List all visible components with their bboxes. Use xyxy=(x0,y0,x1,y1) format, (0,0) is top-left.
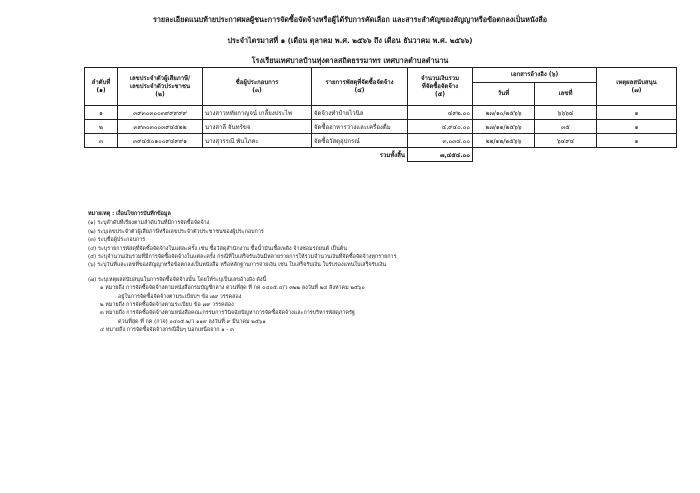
note-item-7: (๗) ระบุเหตุผลสนับสนุนในการจัดซื้อจัดจ้างนั้น โดยให้ระบุเป็นเลขอ้างอิง ดังนี้ xyxy=(88,276,267,283)
cell-seq: ๒ xyxy=(85,120,118,134)
header-taxid xyxy=(118,68,203,106)
note-sub-item: ด่วนที่สุด ที่ กค (กวจ) ๐๔๐๕.๒/ว ๑๑๙ ลงวันที่ ๙ มีนาคม ๒๕๖๑ xyxy=(118,318,266,325)
cell-amount: ๔๙๒.๐๐ xyxy=(408,106,473,120)
report-period: ประจำไตรมาสที่ ๑ (เดือน ตุลาคม พ.ศ. ๒๕๖๖ ถึง เดือน ธันวาคม พ.ศ. ๒๕๖๖) xyxy=(227,36,473,45)
cell-date: ๒๗/๑๐/๒๕๖๖ xyxy=(473,106,535,120)
note-sub-item: ๓ หมายถึง การจัดซื้อจัดจ้างตามหนังสือคณะกรรมการวินิจฉัยปัญหาการจัดซื้อจัดจ้างและการบริหารพัสดุภาครัฐ xyxy=(100,310,355,317)
header-reason xyxy=(597,68,677,106)
header-reference: เอกสารอ้างอิง (๖) xyxy=(473,68,597,83)
cell-item: จัดจ้างทำป้ายไวนิล xyxy=(312,106,408,120)
header-item xyxy=(312,68,408,106)
table-row xyxy=(85,120,677,134)
total-spacer xyxy=(85,148,312,162)
header-seq xyxy=(85,68,118,106)
notes-section xyxy=(88,210,678,335)
cell-taxid: ๓๙๓๐๓๐๐๓๙๙๙๙๙ xyxy=(118,106,203,120)
cell-seq: ๓ xyxy=(85,134,118,148)
cell-docno: ๓๕ xyxy=(535,120,597,134)
note-item: (๖) ระบุวันที่และเลขที่ของสัญญาหรือข้อตกลงเป็นหนังสือ หรือหลักฐานการจ่ายเงิน เช่น ใบเสร็จรับเงิน ใบรับรองแทนใบเสร็จรับเงิน xyxy=(88,262,387,269)
cell-name: นางสาลี จันทร์ขจ xyxy=(203,120,312,134)
report-organization: โรงเรียนเทศบาลบ้านทุ่งตาลสถิตธรรมาทร เทศบาลตำบลตำนาน xyxy=(251,56,449,65)
header-item-label: รายการพัสดุที่จัดซื้อจัดจ้าง xyxy=(325,78,394,86)
cell-taxid: ๓๙๓๐๓๐๐๓๙๔๕๒๒ xyxy=(118,120,203,134)
cell-taxid: ๓๙๔๕๐๑๐๐๙๔๙๙๑ xyxy=(118,134,203,148)
procurement-table xyxy=(84,67,677,162)
header-name-label: ชื่อผู้ประกอบการ xyxy=(235,78,279,86)
note-sub-item: ๔ หมายถึง การจัดซื้อจัดจ้างกรณีอื่นๆ นอกเหนือจาก ๑ - ๓ xyxy=(100,327,234,334)
header-seq-label: ลำดับที่ xyxy=(91,78,111,86)
cell-date: ๒๒/๑๒/๒๕๖๖ xyxy=(473,134,535,148)
report-title: รายละเอียดแนบท้ายประกาศผลผู้ชนะการจัดซื้อจัดจ้างหรือผู้ได้รับการคัดเลือก และสาระสำคัญของสัญญาหรือข้อตกลงเป็นหนังสือ xyxy=(152,15,548,24)
header-name-number: (๓) xyxy=(252,86,262,94)
header-seq-number: (๑) xyxy=(96,86,106,94)
note-item: (๕) ระบุจำนวนเงินรวมที่มีการจัดซื้อจัดจ้างในแต่ละครั้ง กรณีที่ใบเสร็จรับเงินมีหลายรายการให้รวมจำนวนเงินที่จัดซื้อจัดจ้างทุกรายการ xyxy=(88,254,397,261)
cell-item: จัดซื้ออาหารว่างและเครื่องดื่ม xyxy=(312,120,408,134)
total-value: ๗,๔๕๔.๐๐ xyxy=(408,148,473,162)
cell-seq: ๑ xyxy=(85,106,118,120)
cell-name: นางสุวรรณี พันโภคะ xyxy=(203,134,312,148)
note-sub-item: อยู่ในการจัดซื้อจัดจ้างตามระเบียบฯ ข้อ ๗๙ วรรคสอง xyxy=(118,293,242,300)
header-docno: เลขที่ xyxy=(535,83,597,106)
cell-reason: ๑ xyxy=(597,134,677,148)
note-sub-item: ๒ หมายถึง การจัดซื้อจัดจ้างตามระเบียบ ข้อ ๗๙ วรรคสอง xyxy=(100,302,234,309)
cell-item: จัดซื้อวัสดุอุปกรณ์ xyxy=(312,134,408,148)
header-amount-number: (๕) xyxy=(434,90,446,98)
header-taxid-label: เลขประจำตัวผู้เสียภาษี/ เลขประจำตัวประชาชน xyxy=(129,74,191,90)
cell-reason: ๑ xyxy=(597,120,677,134)
header-amount xyxy=(408,68,473,106)
note-sub-item: ๑ หมายถึง การจัดซื้อจัดจ้างตามหนังสือกรมบัญชีกลาง ด่วนที่สุด ที่ กค ๐๔๐๕.๔/ว ๓๒๒ ลงวันที่ ๒๔ สิงหาคม ๒๕๖๐ xyxy=(100,285,365,292)
cell-name: นางสาวหทัยกาญจน์ เกลี้ยงประไพ xyxy=(203,106,312,120)
table-row xyxy=(85,106,677,120)
note-item: (๔) ระบุรายการพัสดุที่จัดซื้อจัดจ้างในแต่ละครั้ง เช่น ซื้อวัสดุสำนักงาน ซื้อน้ำมันเชื้อเพลิง จ้างซ่อมรถยนต์ เป็นต้น xyxy=(88,245,347,252)
header-date: วันที่ xyxy=(473,83,535,106)
header-reason-number: (๗) xyxy=(631,86,642,94)
notes-heading: หมายเหตุ : เงื่อนไขการบันทึกข้อมูล xyxy=(88,211,171,217)
note-item: (๑) ระบุลำดับที่เรียงตามลำดับวันที่มีการจัดซื้อจัดจ้าง xyxy=(88,220,210,227)
total-row xyxy=(85,148,677,162)
cell-amount: ๓,๐๓๔.๐๐ xyxy=(408,134,473,148)
note-item: (๓) ระบุชื่อผู้ประกอบการ xyxy=(88,237,146,244)
cell-date: ๒๗/๑๑/๒๕๖๖ xyxy=(473,120,535,134)
header-name xyxy=(203,68,312,106)
header-amount-label: จำนวนเงินรวม ที่จัดซื้อจัดจ้าง xyxy=(420,74,460,90)
header-reason-label: เหตุผลสนับสนุน xyxy=(616,78,657,86)
table-row xyxy=(85,134,677,148)
cell-amount: ๔,๙๔๐.๐๐ xyxy=(408,120,473,134)
total-label: รวมทั้งสิ้น xyxy=(379,151,405,159)
cell-docno: ๖๖๖๔ xyxy=(535,106,597,120)
cell-docno: ๖๔๙๔ xyxy=(535,134,597,148)
cell-reason: ๑ xyxy=(597,106,677,120)
total-spacer-right xyxy=(473,148,677,162)
header-taxid-number: (๒) xyxy=(155,90,165,98)
note-item: (๒) ระบุเลขประจำตัวผู้เสียภาษีหรือเลขประจำตัวประชาชนของผู้ประกอบการ xyxy=(88,228,264,235)
header-item-number: (๔) xyxy=(354,86,365,94)
